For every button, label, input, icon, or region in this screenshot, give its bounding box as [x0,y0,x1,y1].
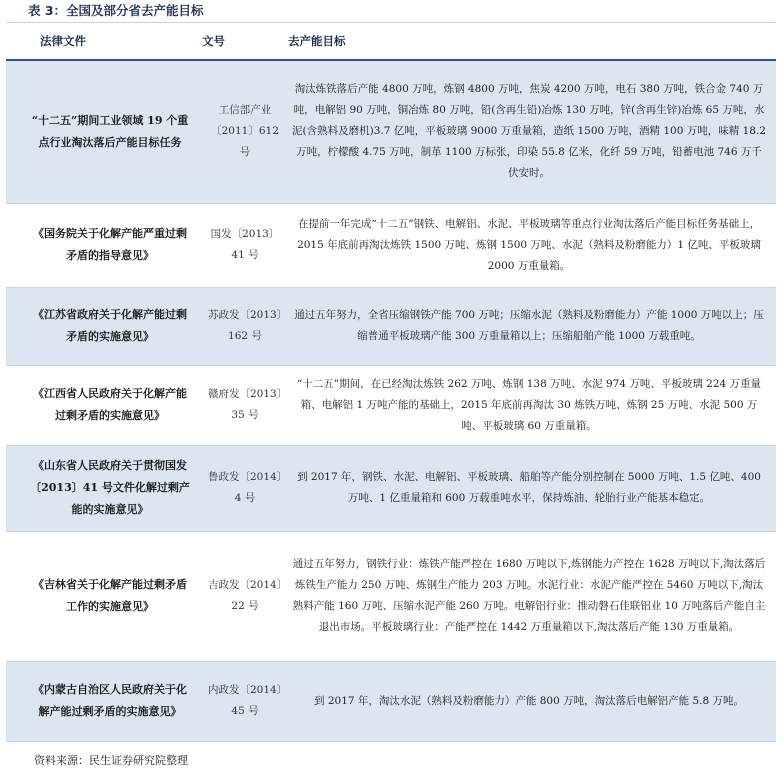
target-cell: 到 2017 年，钢铁、水泥、电解铝、平板玻璃、船舶等产能分别控制在 5000 万吨、1.5 亿吨、400 万吨、1 亿重量箱和 600 万载重吨水平，保持炼油、轮胎行业产能基本稳定。 [288,445,776,531]
target-cell: 淘汰炼铁落后产能 4800 万吨，炼钢 4800 万吨，焦炭 4200 万吨，电石 380 万吨，铁合金 740 万吨，电解铝 90 万吨，铜冶炼 80 万吨，铅(含再生铅)冶炼 130 万吨，锌(含再生锌)冶炼 65 万吨，水泥(含熟料及磨机)3.7 亿吨，平板玻璃 9000 万重量箱，造纸 1500 万吨，酒精 100 万吨，味精 18.2 万吨，柠檬酸 4.75 万吨，制革 1100 万标张，印染 55.8 亿米，化纤 59 万吨，铅蓄电池 746 万千伏安时。 [288,60,776,203]
law-cell: 《江苏省政府关于化解产能过剩矛盾的实施意见》 [6,287,202,365]
law-cell: 《山东省人民政府关于贯彻国发〔2013〕41 号文件化解过剩产能的实施意见》 [6,445,202,531]
table-row [6,445,776,531]
docno-cell: 吉政发〔2014〕22 号 [202,531,288,661]
target-cell: 到 2017 年，淘汰水泥（熟料及粉磨能力）产能 800 万吨，淘汰落后电解铝产能 5.8 万吨。 [288,661,776,741]
docno-cell: 鲁政发〔2014〕4 号 [202,445,288,531]
docno-cell: 工信部产业〔2011〕612 号 [202,60,288,203]
target-cell: 通过五年努力，全省压缩钢铁产能 700 万吨；压缩水泥（熟料及粉磨能力）产能 1000 万吨以上；压缩普通平板玻璃产能 300 万重量箱以上；压缩船舶产能 1000 万载重吨。 [288,287,776,365]
law-cell: 《内蒙古自治区人民政府关于化解产能过剩矛盾的实施意见》 [6,661,202,741]
table-row [6,531,776,661]
target-cell: 在提前一年完成“十二五”钢铁、电解铝、水泥、平板玻璃等重点行业淘汰落后产能目标任务基础上，2015 年底前再淘汰炼铁 1500 万吨、炼钢 1500 万吨、水泥（熟料及粉磨能力）1 亿吨、平板玻璃 2000 万重量箱。 [288,203,776,287]
header-target: 去产能目标 [288,23,776,60]
target-cell: “十二五”期间，在已经淘汰炼铁 262 万吨、炼钢 138 万吨、水泥 974 万吨、平板玻璃 224 万重量箱、电解铝 1 万吨产能的基础上，2015 年底前再淘汰 30 炼铁万吨、炼钢 25 万吨、水泥 500 万吨、平板玻璃 60 万重量箱。 [288,365,776,445]
table-title: 表 3：全国及部分省去产能目标 [6,0,776,23]
docno-cell: 苏政发〔2013〕162 号 [202,287,288,365]
table-row [6,287,776,365]
law-cell: “十二五”期间工业领域 19 个重点行业淘汰落后产能目标任务 [6,60,202,203]
table-row [6,203,776,287]
header-row [6,23,776,60]
law-cell: 《吉林省关于化解产能过剩矛盾工作的实施意见》 [6,531,202,661]
law-cell: 《国务院关于化解产能严重过剩矛盾的指导意见》 [6,203,202,287]
table-row [6,661,776,741]
source-note: 资料来源：民生证券研究院整理 [34,754,188,767]
docno-cell: 内政发〔2014〕45 号 [202,661,288,741]
capacity-table [6,23,776,742]
header-law: 法律文件 [6,23,202,60]
header-docno: 文号 [202,23,288,60]
docno-cell: 赣府发〔2013〕35 号 [202,365,288,445]
target-cell: 通过五年努力，钢铁行业：炼铁产能严控在 1680 万吨以下,炼钢能力产控在 1628 万吨以下,淘汰落后炼铁生产能力 250 万吨、炼钢生产能力 203 万吨。水泥行业：水泥产能严控在 5460 万吨以下,淘汰熟料产能 160 万吨、压缩水泥产能 260 万吨。电解铝行业：推动磐石佳联铝业 10 万吨落后产能自主退出市场。平板玻璃行业：产能严控在 1442 万重量箱以下,淘汰落后产能 130 万重量箱。 [288,531,776,661]
law-cell: 《江西省人民政府关于化解产能过剩矛盾的实施意见》 [6,365,202,445]
table-row [6,60,776,203]
table-row [6,365,776,445]
docno-cell: 国发〔2013〕41 号 [202,203,288,287]
